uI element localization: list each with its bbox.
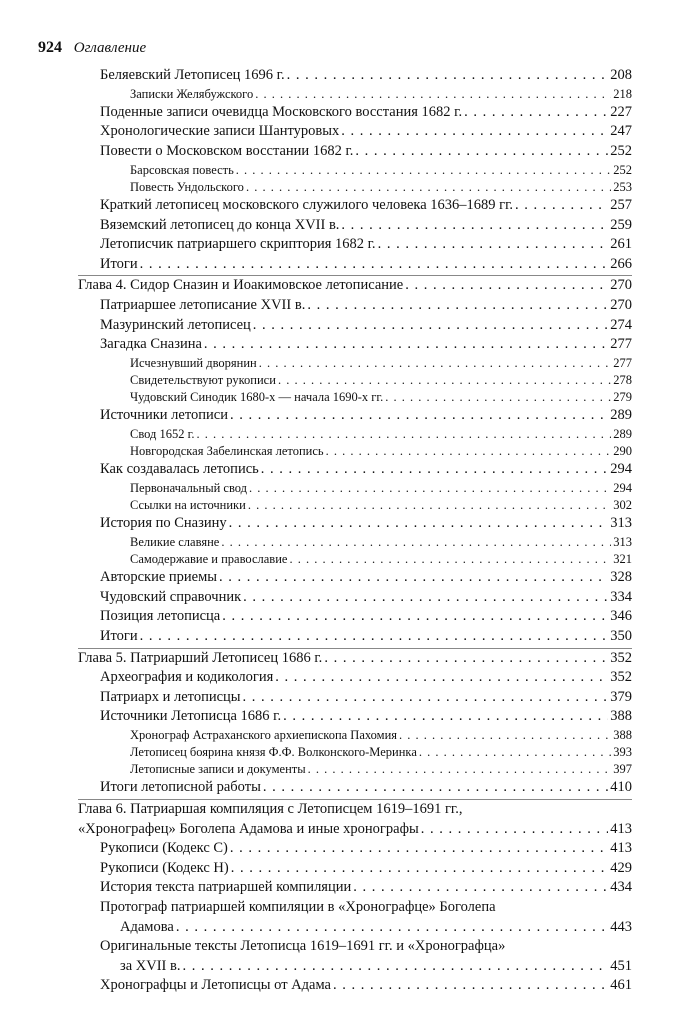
toc-section (78, 296, 632, 316)
toc-entry-title: Повесть Ундольского (130, 179, 244, 194)
toc-page-number: 218 (613, 86, 632, 101)
toc-section (78, 316, 632, 336)
toc-page-number: 208 (610, 67, 632, 83)
toc-section (78, 196, 632, 216)
toc-section-line1: Протограф патриаршей компиляции в «Хронографце» Боголепа (100, 899, 496, 916)
dot-leader (230, 839, 608, 859)
toc-subsection (78, 86, 632, 103)
toc-page-number: 397 (613, 762, 632, 777)
dot-leader (259, 355, 612, 372)
toc-page-number: 294 (613, 480, 632, 495)
toc-entry-title: Барсовская повесть (130, 162, 234, 177)
toc-subsection (78, 551, 632, 568)
toc-section-line2 (78, 918, 632, 938)
toc-entry-title: Ссылки на источники (130, 497, 246, 512)
toc-entry-title: Поденные записи очевидца Московского восстания 1682 г. (100, 103, 463, 120)
dot-leader (307, 296, 608, 316)
toc-entry-title: Записки Желябужского (130, 86, 254, 101)
dot-leader (308, 761, 612, 778)
toc-page-number: 352 (610, 669, 632, 686)
toc-section (78, 627, 632, 647)
toc-page-number: 279 (613, 390, 632, 405)
toc-subsection (78, 443, 632, 460)
dot-leader (140, 627, 609, 647)
toc-entry-title: Рукописи (Кодекс Н) (100, 859, 229, 876)
dot-leader (236, 162, 611, 179)
dot-leader (405, 276, 608, 296)
toc-section (78, 976, 632, 996)
toc-page-number: 261 (610, 236, 632, 253)
toc-entry-title: Чудовский справочник (100, 588, 242, 605)
toc-entry-title: Хронограф Астраханского архиепископа Пахомия (130, 727, 398, 742)
dot-leader (287, 66, 609, 86)
toc-page-number: 328 (610, 569, 632, 586)
toc-entry-title: Итоги летописной работы (100, 779, 261, 796)
toc-page-number: 277 (613, 355, 632, 370)
toc-section (78, 66, 632, 86)
toc-page-number: 252 (610, 142, 632, 159)
toc-section (78, 839, 632, 859)
toc-entry-title: Авторские приемы (100, 569, 218, 586)
toc-entry-title: Источники летописи (100, 407, 228, 424)
toc-section (78, 668, 632, 688)
toc-subsection (78, 389, 632, 406)
toc-section (78, 216, 632, 236)
toc-page-number: 434 (610, 879, 632, 896)
toc-subsection (78, 727, 632, 744)
toc-section (78, 607, 632, 627)
table-of-contents (78, 66, 632, 996)
toc-entry-title: Хронологические записи Шантуровых (100, 123, 340, 140)
toc-page-number: 313 (613, 534, 632, 549)
dot-leader (204, 335, 608, 355)
dot-leader (255, 86, 611, 103)
toc-entry-title: Рукописи (Кодекс С) (100, 840, 228, 857)
toc-page-number: 289 (610, 407, 632, 424)
toc-page-number: 334 (610, 588, 632, 605)
toc-entry-title: Свод 1652 г. (130, 426, 195, 441)
toc-page-number: 259 (610, 216, 632, 233)
toc-subsection (78, 744, 632, 761)
toc-page-number: 461 (610, 977, 632, 994)
dot-leader (229, 514, 609, 534)
toc-entry-title: Загадка Сназина (100, 336, 202, 353)
dot-leader (355, 142, 608, 162)
toc-page-number: 451 (610, 957, 632, 974)
toc-entry-title: Источники Летописца 1686 г. (100, 708, 282, 725)
toc-section (78, 335, 632, 355)
toc-section-line1: Оригинальные тексты Летописца 1619–1691 гг. и «Хронографца» (100, 938, 506, 955)
toc-entry-title: Краткий летописец московского служилого человека 1636–1689 гг. (100, 196, 514, 213)
dot-leader (283, 707, 608, 727)
toc-entry-title: за XVII в. (120, 957, 181, 974)
toc-page-number: 393 (613, 745, 632, 760)
dot-leader (341, 216, 608, 236)
toc-entry-title: «Хронографец» Боголепа Адамова и иные хронографы (78, 820, 419, 837)
toc-page-number: 274 (610, 316, 632, 333)
toc-section (78, 688, 632, 708)
toc-entry-title: Мазуринский летописец (100, 316, 251, 333)
toc-entry-title: Патриарх и летописцы (100, 688, 241, 705)
toc-section (78, 122, 632, 142)
dot-leader (275, 668, 608, 688)
dot-leader (378, 235, 609, 255)
toc-page-number: 302 (613, 497, 632, 512)
toc-section (78, 460, 632, 480)
toc-section (78, 514, 632, 534)
toc-section (78, 568, 632, 588)
toc-page-number: 313 (610, 515, 632, 532)
toc-chapter (78, 275, 632, 296)
toc-entry-title: История по Сназину (100, 515, 227, 532)
page-number: 924 (38, 39, 62, 56)
toc-entry-title: Итоги (100, 627, 138, 644)
dot-leader (176, 918, 608, 938)
toc-entry-title: Великие славяне (130, 534, 220, 549)
toc-section (78, 235, 632, 255)
dot-leader (326, 443, 612, 460)
toc-chapter-line2 (78, 820, 632, 840)
toc-subsection (78, 355, 632, 372)
dot-leader (183, 957, 609, 977)
toc-entry-title: Первоначальный свод (130, 480, 248, 495)
toc-page-number: 266 (610, 255, 632, 272)
dot-leader (253, 316, 608, 336)
toc-page-number: 410 (610, 779, 632, 796)
dot-leader (248, 497, 611, 514)
toc-entry-title: Глава 5. Патриарший Летописец 1686 г. (78, 649, 323, 666)
dot-leader (197, 426, 612, 443)
dot-leader (249, 480, 611, 497)
toc-subsection (78, 497, 632, 514)
toc-section (78, 707, 632, 727)
toc-subsection (78, 480, 632, 497)
toc-entry-title: Итоги (100, 255, 138, 272)
toc-page-number: 257 (610, 196, 632, 213)
toc-section (78, 588, 632, 608)
toc-entry-title: Как создавалась летопись (100, 461, 259, 478)
dot-leader (421, 820, 609, 840)
toc-subsection (78, 372, 632, 389)
toc-page-number: 379 (610, 688, 632, 705)
toc-section-line2 (78, 957, 632, 977)
toc-section (78, 859, 632, 879)
toc-entry-title: Чудовский Синодик 1680-х — начала 1690-х гг. (130, 390, 384, 405)
toc-entry-title: Свидетельствуют рукописи (130, 372, 276, 387)
toc-page-number: 321 (613, 551, 632, 566)
dot-leader (324, 649, 608, 669)
toc-entry-title: Новгородская Забелинская летопись (130, 444, 324, 459)
dot-leader (385, 389, 611, 406)
toc-page-number: 388 (610, 708, 632, 725)
toc-page-number: 352 (610, 649, 632, 666)
dot-leader (243, 588, 608, 608)
running-title: Оглавление (73, 40, 147, 56)
dot-leader (219, 568, 608, 588)
toc-page-number: 278 (613, 372, 632, 387)
toc-entry-title: Позиция летописца (100, 608, 221, 625)
dot-leader (140, 255, 609, 275)
dot-leader (261, 460, 609, 480)
toc-page-number: 388 (613, 727, 632, 742)
toc-entry-title: Исчезнувший дворянин (130, 355, 257, 370)
toc-entry-title: Повести о Московском восстании 1682 г. (100, 142, 354, 159)
dot-leader (464, 103, 608, 123)
toc-page-number: 252 (613, 162, 632, 177)
dot-leader (222, 607, 608, 627)
dot-leader (333, 976, 608, 996)
toc-entry-title: Самодержавие и православие (130, 551, 288, 566)
toc-page-number: 346 (610, 608, 632, 625)
dot-leader (341, 122, 608, 142)
toc-section (78, 878, 632, 898)
toc-page-number: 277 (610, 336, 632, 353)
toc-chapter (78, 648, 632, 669)
toc-entry-title: Летописные записи и документы (130, 762, 306, 777)
toc-page-number: 413 (610, 840, 632, 857)
dot-leader (289, 551, 611, 568)
toc-section (78, 103, 632, 123)
toc-page-number: 443 (610, 918, 632, 935)
toc-page-number: 227 (610, 103, 632, 120)
toc-section (78, 142, 632, 162)
toc-page-number: 413 (610, 820, 632, 837)
toc-page-number: 253 (613, 179, 632, 194)
toc-chapter-line1: Глава 6. Патриаршая компиляция с Летописцем 1619–1691 гг., (78, 799, 632, 820)
toc-section (78, 406, 632, 426)
dot-leader (230, 406, 608, 426)
page-header (38, 38, 146, 58)
toc-subsection (78, 534, 632, 551)
toc-entry-title: Адамова (120, 918, 174, 935)
toc-section (78, 778, 632, 798)
dot-leader (353, 878, 608, 898)
dot-leader (243, 688, 609, 708)
toc-entry-title: Хронографцы и Летописцы от Адама (100, 977, 331, 994)
toc-entry-title: Беляевский Летописец 1696 г. (100, 67, 285, 83)
toc-entry-title: Вяземский летописец до конца XVII в. (100, 216, 340, 233)
dot-leader (231, 859, 609, 879)
dot-leader (278, 372, 611, 389)
toc-entry-title: Летописчик патриаршего скриптория 1682 г. (100, 236, 376, 253)
toc-page-number: 247 (610, 123, 632, 140)
dot-leader (399, 727, 611, 744)
toc-subsection (78, 426, 632, 443)
toc-page-number: 290 (613, 444, 632, 459)
toc-subsection (78, 162, 632, 179)
toc-entry-title: Глава 4. Сидор Сназин и Иоакимовское летописание (78, 277, 404, 294)
toc-entry-title: Летописец боярина князя Ф.Ф. Волконского-Меринка (130, 745, 417, 760)
toc-page-number: 270 (610, 277, 632, 294)
toc-section (78, 255, 632, 275)
dot-leader (246, 179, 611, 196)
toc-entry-title: История текста патриаршей компиляции (100, 879, 352, 896)
toc-entry-title: Патриаршее летописание XVII в. (100, 296, 306, 313)
toc-page-number: 350 (610, 627, 632, 644)
toc-page-number: 429 (610, 859, 632, 876)
dot-leader (419, 744, 611, 761)
toc-page-number: 270 (610, 296, 632, 313)
dot-leader (221, 534, 611, 551)
dot-leader (263, 778, 608, 798)
toc-entry-title: Археография и кодикология (100, 669, 274, 686)
dot-leader (515, 196, 608, 216)
toc-subsection (78, 761, 632, 778)
toc-subsection (78, 179, 632, 196)
toc-page-number: 294 (610, 461, 632, 478)
toc-page-number: 289 (613, 426, 632, 441)
